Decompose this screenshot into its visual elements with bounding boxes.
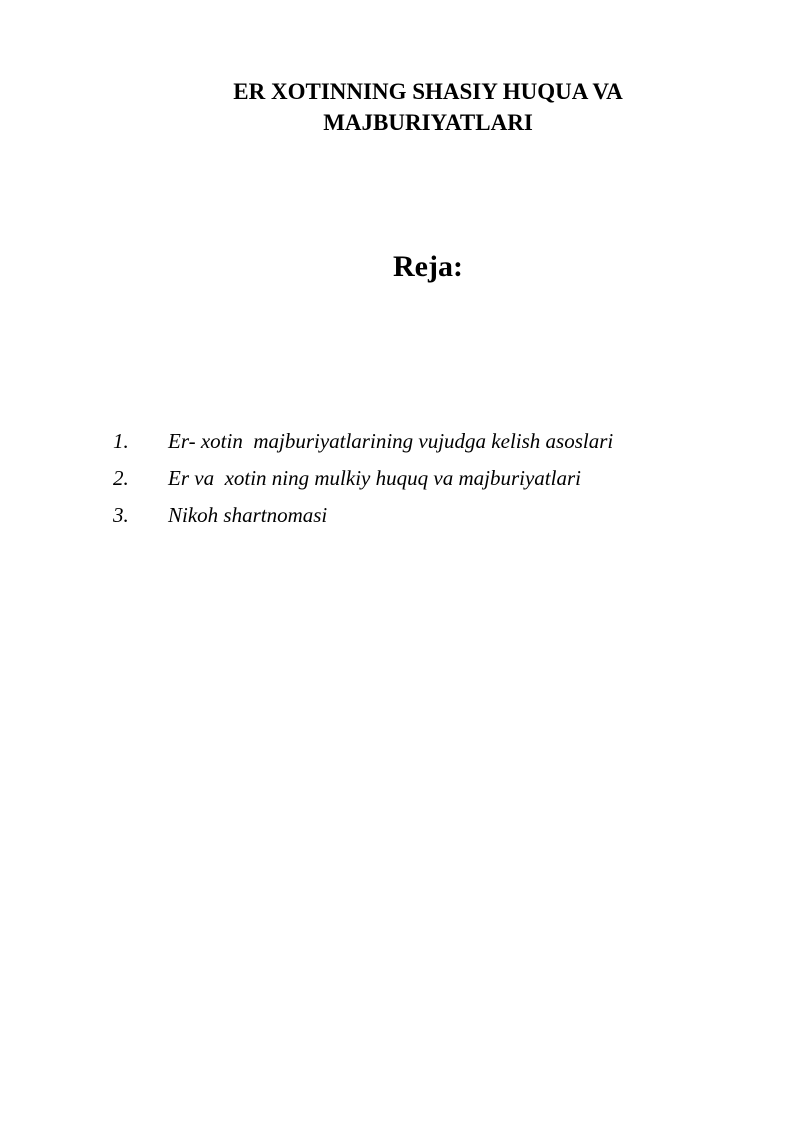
plan-item-text: Er va xotin ning mulkiy huquq va majburiyatlari: [168, 466, 581, 490]
plan-heading: Reja:: [393, 250, 463, 283]
plan-item-number: 2.: [113, 466, 129, 490]
plan-list-item: [113, 497, 613, 534]
plan-list: [113, 423, 613, 534]
plan-item-text: Er- xotin majburiyatlarining vujudga kelish asoslari: [168, 429, 614, 453]
document-title-line: ER XOTINNING SHASIY HUQUA VA: [233, 79, 623, 104]
plan-item-number: 1.: [113, 429, 129, 453]
plan-list-item: [113, 423, 613, 460]
plan-item-text: Nikoh shartnomasi: [168, 503, 328, 527]
plan-list-item: [113, 460, 613, 497]
document-title: [120, 76, 736, 138]
document-title-line: MAJBURIYATLARI: [323, 110, 533, 135]
plan-item-number: 3.: [113, 503, 129, 527]
